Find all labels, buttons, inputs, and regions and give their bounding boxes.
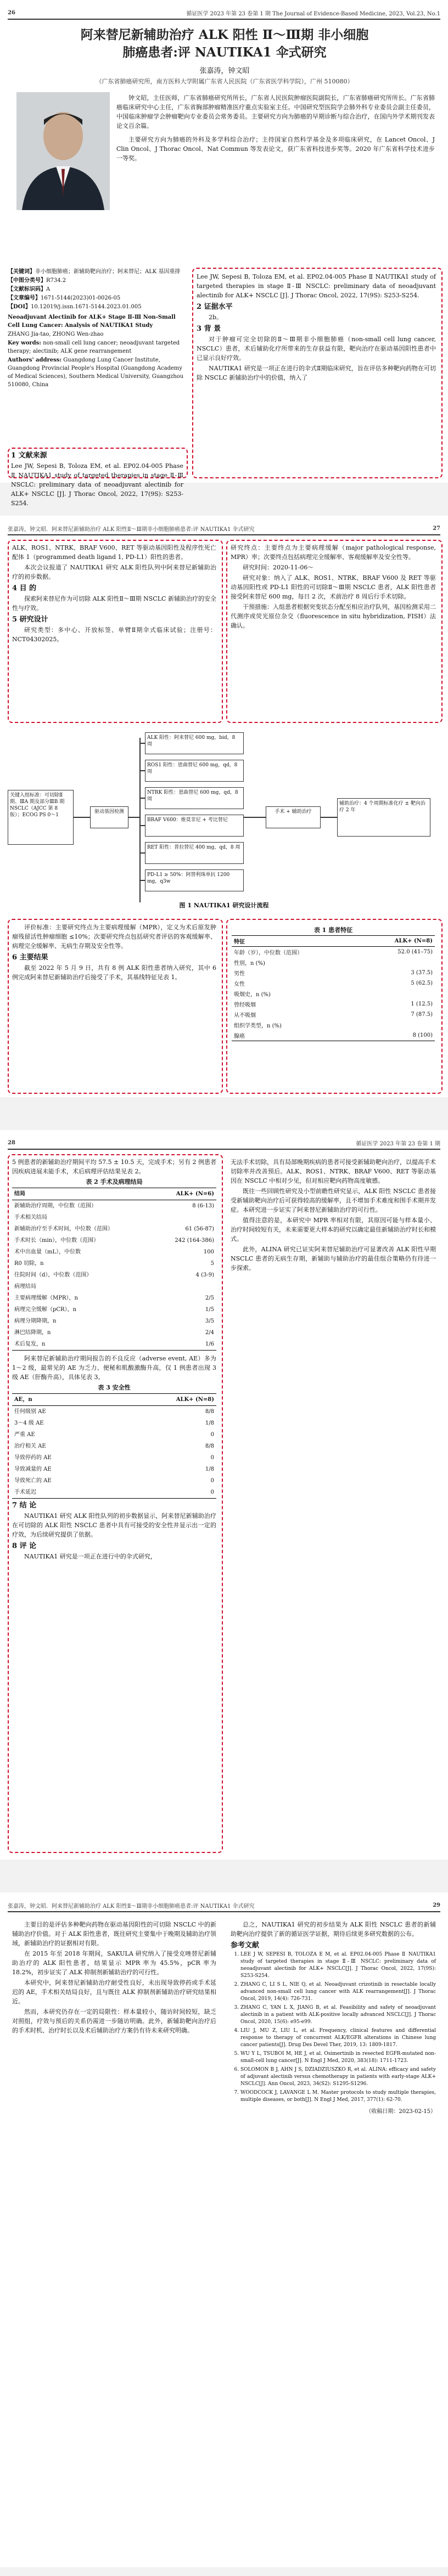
table-row (232, 968, 435, 978)
author-biography: 钟文昭，主任医师，广东省肺癌研究所所长，广东省人民医院肿瘤医院副院长，广东省肺癌研究所所长。广东省肺癌临床研究中心主任，广东省胸部肿瘤精准医疗重点实验室主任。中国研究型医院学会肺外科专业委员会副主任委员，中国临床肿瘤学会肿瘤靶向专业委员会常务委员。主要研究方向为肺癌的早期诊断与综合治疗，在国内外学术期刊发表论文百余篇。 主要研究方向为肺癌的外科及多学科综合治疗；主持国家自然科学基金及多项临床研究，在 Lancet Oncol、J Clin Oncol、J Thorac Oncol、Nat Commun 等发表论文，获广东省科技进步奖等。2020 年广东省科学技术进步一等奖。 (116, 94, 435, 162)
row-label: 手术相关结局 (14, 1214, 47, 1221)
article-authors: 张嘉涛，钟文昭 (199, 67, 250, 75)
table-row (232, 1020, 435, 1030)
row-value (155, 1212, 216, 1223)
table-3: AE，n ALK+ (N=8) 任何级别 AE 8/8 3～4 级 AE 1/8 严重 AE 0 治疗相关 AE 8/8 导致停药的 AE 0 导致减量的 AE 1/8 导致死亡的 AE 0 手术延迟 0 (12, 1393, 216, 1499)
left-column: ALK、ROS1、NTRK、BRAF V600、RET 等驱动基因阳性及程序性死亡配体 1（programmed death ligand 1, PD-L1）阳性的患者。 本次会议报道了 NAUTIKA1 研究 ALK 阳性队列中阿来替尼新辅助治疗的初步数据。 4 目 的 探索阿来替尼作为可切除 ALK 阳性Ⅱ～Ⅲ期 NSCLC 新辅助治疗的安全性与疗效。 5 研究设计 研究类型：多中心、开放标签、单臂Ⅱ期伞式临床试验；注册号：NCT04302025。 (12, 544, 216, 643)
row-value: 7 (87.5) (411, 1012, 433, 1018)
row-label: 导致停药的 AE (14, 1455, 52, 1461)
author-photo (16, 92, 110, 210)
table-row (232, 957, 435, 968)
row-label: 主要病理缓解（MPR），n (14, 1295, 78, 1301)
table-row (12, 1200, 216, 1212)
row-label: 曾经吸烟 (234, 1002, 256, 1008)
row-value: 52.0 (41–75) (397, 949, 433, 955)
table-row (12, 1452, 216, 1464)
row-label: 术后复发，n (14, 1341, 46, 1347)
reference-item: 5. WU Y L, TSUBOI M, HE J, et al. Osimertinib in resected EGFR-mutated non-small-cell lung cancer[J]. N Engl J Med, 2020, 383(18): 1711-1723. (240, 2050, 436, 2065)
row-label: 病理分期降期，n (14, 1318, 57, 1324)
row-label: 导致减量的 AE (14, 1466, 52, 1472)
row-value: 3 (37.5) (411, 970, 433, 976)
row-value: 61 (56-87) (185, 1226, 214, 1232)
row-value: 8/8 (205, 1409, 214, 1415)
row-label: 组织学类型，n (%) (234, 1023, 282, 1029)
table-row (232, 1009, 435, 1020)
table-row (232, 947, 435, 958)
row-value: 8 (100) (412, 1032, 433, 1038)
reference-item: 1. LEE J W, SEPESI B, TOLOZA E M, et al. EP02.04-005 Phase Ⅱ NAUTIKA1 study of targeted therapies in stage Ⅱ-Ⅲ NSCLC: preliminary data of neoadjuvant alectinib for ALK+ NSCLC[J]. J Thorac Oncol, 2022, 17(9S): S253-S254. (240, 1951, 436, 1980)
row-value (360, 957, 435, 968)
flow-arm-box: BRAF V600：维莫非尼 + 考比替尼 (145, 815, 244, 837)
row-value: 1/8 (205, 1466, 214, 1472)
table-row (12, 1292, 216, 1304)
table-row (232, 1030, 435, 1041)
row-value (155, 1281, 216, 1292)
page-header (8, 522, 440, 534)
right-column: 无法手术切除，具有局部晚期疾病的患者可接受新辅助靶向治疗，以提高手术切除率并改善预后。ALK、ROS1、NTRK、BRAF V600、RET 等驱动基因在 NSCLC 中相对少见，但对相应靶向药物高度敏感。 既往一些回顾性研究及小型前瞻性研究显示，ALK 阳性 NSCLC 患者接受新辅助靶向治疗后可获得较高的缓解率，且不增加手术难度和围手术期并发症。本研究进一步证实了阿来替尼新辅助治疗的可行性。 值得注意的是，本研究中 MPR 率相对有限，其原因可能与样本量小、治疗时间较短有关，未来需要更大样本的研究以确定最佳新辅助治疗时长和模式。 此外，ALINA 研究已证实阿来替尼辅助治疗可显著改善 ALK 阳性早期 NSCLC 患者的无病生存期，新辅助与辅助治疗的最佳组合策略仍有待进一步探索。 (231, 1159, 436, 1272)
row-label: 病理完全缓解（pCR），n (14, 1307, 77, 1313)
row-value: 4 (3-9) (195, 1272, 214, 1278)
row-label: 治疗相关 AE (14, 1443, 46, 1449)
row-label: 严重 AE (14, 1432, 35, 1438)
row-value: 8 (6-13) (192, 1203, 214, 1209)
references-heading: 参考文献 (231, 1941, 260, 1950)
right-column-intro: Lee JW, Sepesi B, Toloza EM, et al. EP02.04-005 Phase Ⅱ NAUTIKA1 study of targeted therapies in stage Ⅱ-Ⅲ NSCLC: preliminary data of neoadjuvant alectinib for ALK+ NSCLC [J]. J Thorac Oncol, 2022, 17(9S): S253-S254. 2 证据水平 2b。 3 背 景 对于肿瘤可完全切除的Ⅱ～Ⅲ期非小细胞肺癌（non-small cell lung cancer, NSCLC）患者，术后辅助化疗所带来的生存获益有限，靶向治疗在驱动基因阳性患者中已显示良好疗效。 NAUTIKA1 研究是一项正在进行的伞式Ⅱ期临床研究，旨在评估多种靶向药物在可切除 NSCLC 新辅助治疗中的价值，纳入了 (197, 273, 436, 381)
table-row (12, 1464, 216, 1475)
source-heading-block: 1 文献来源 Lee JW, Sepesi B, Toloza EM, et al. EP02.04-005 Phase Ⅱ NAUTIKA1 study of targeted therapies in stage Ⅱ-Ⅲ NSCLC: preliminary data of neoadjuvant alectinib for ALK+ NSCLC [J]. J Thorac Oncol, 2022, 17(9S): S253-S254. (11, 451, 183, 507)
table-row (12, 1235, 216, 1246)
flow-arm-box: RET 阳性：普拉替尼 400 mg，qd，8 周 (145, 842, 244, 864)
left-column: 主要目的是评估多种靶向药物在驱动基因阳性的可切除 NSCLC 中的新辅助治疗价值。对于 ALK 阳性患者，既往研究主要集中于晚期及辅助治疗领域，新辅助治疗的证据相对有限。 在 2015 年至 2018 年期间，SAKULA 研究纳入了接受克唑替尼新辅助治疗的 ALK 阳性患者，结果显示 MPR 率为 45.5%，pCR 率为 18.2%，初步证实了 ALK 抑制剂新辅助治疗的可行性。 本研究中，阿来替尼新辅助治疗耐受性良好，未出现导致停药或手术延迟的 AE，手术相关结局良好，且与既往 ALK 抑制剂新辅助治疗研究结果相近。 然而，本研究仍存在一定的局限性：样本量较小，随访时间较短，缺乏对照组，疗效与预后的关系仍需进一步随访明确。此外，新辅助靶向治疗后的手术时机、治疗时长以及术后辅助治疗方案仍有待未来研究明确。 (12, 1921, 216, 2034)
received-date: （收稿日期：2023-02-15） (366, 2109, 436, 2115)
row-label: 腺癌 (234, 1033, 245, 1040)
flow-arm-box: NTRK 阳性：恩曲替尼 600 mg，qd，8 周 (145, 787, 244, 809)
table-row (12, 1304, 216, 1315)
page-header (8, 1899, 440, 1911)
flow-entry-box: 关键入组标准：可切除Ⅱ期、ⅢA 期及部分ⅢB 期 NSCLC（AJCC 第 8 版）；ECOG PS 0～1 (8, 790, 74, 845)
row-value: 8/8 (205, 1443, 214, 1449)
row-value: 100 (203, 1249, 214, 1255)
row-value: 0 (210, 1455, 214, 1461)
article-title: 阿来替尼新辅助治疗 ALK 阳性 Ⅱ～Ⅲ期 非小细胞 肺癌患者:评 NAUTIKA1 伞式研究 (80, 27, 369, 60)
row-value: 2/5 (205, 1295, 214, 1301)
table-row (12, 1258, 216, 1269)
reference-item: 3. ZHANG C, YAN L X, JIANG B, et al. Feasibility and safety of neoadjuvant alectinib in a patient with ALK-positive locally advanced NSCLC[J]. J Thorac Oncol, 2020, 15(6): e95-e99. (240, 2004, 436, 2026)
flow-arm-box: ALK 阳性：阿来替尼 600 mg，bid，8 周 (145, 732, 244, 754)
table-row (12, 1487, 216, 1499)
row-label: 手术延迟 (14, 1489, 36, 1495)
table-row (12, 1475, 216, 1487)
header-rule (8, 19, 440, 20)
row-label: 术中出血量（mL），中位数 (14, 1249, 81, 1255)
table-row (12, 1429, 216, 1440)
table-row (12, 1246, 216, 1258)
table-row (12, 1281, 216, 1292)
page-number: 26 (8, 9, 15, 16)
row-label: 住院时间（d），中位数（范围） (14, 1272, 92, 1278)
flow-biomarker-box: 驱动基因检测 (90, 806, 128, 828)
table-row (12, 1269, 216, 1281)
row-label: 任何级别 AE (14, 1409, 46, 1415)
table-row (12, 1440, 216, 1452)
row-label: 新辅助治疗至手术时间，中位数（范围） (14, 1226, 113, 1232)
running-head: 循证医学 2023 年第 23 卷第 1 期 The Journal of Evidence-Based Medicine, 2023, Vol.23, No.1 (186, 10, 440, 17)
running-head: 张嘉涛，钟文昭．阿来替尼新辅助治疗 ALK 阳性Ⅱ～Ⅲ期非小细胞肺癌患者:评 NAUTIKA1 伞式研究 (8, 1903, 255, 1910)
table-row (12, 1327, 216, 1338)
row-label: R0 切除，n (14, 1261, 44, 1267)
table-row (12, 1315, 216, 1327)
table-row (12, 1223, 216, 1235)
english-title: Neoadjuvant Alectinib for ALK+ Stage Ⅱ-Ⅲ Non-Small Cell Lung Cancer: Analysis of NAUTIKA1 Study (8, 314, 176, 329)
header-rule (8, 534, 440, 535)
flow-arm-box: ROS1 阳性：恩曲替尼 600 mg，qd，8 周 (145, 760, 244, 782)
row-value: 242 (164-386) (175, 1238, 214, 1244)
study-design-figure (8, 730, 440, 911)
table-2: 结局 ALK+ (N=6) 新辅助治疗周期，中位数（范围） 8 (6-13) 手术相关结局 新辅助治疗至手术时间，中位数（范围） 61 (56-87) 手术时长（min），中位数（范围） 242 (164-386) 术中出血量（mL），中位数 100 R0 切除，n 5 住院时间（d），中位数（范围） 4 (3-9) 病理结局 主要病理缓解（MPR），n 2/5 病理完全缓解（pCR），n 1/5 病理分期降期，n 3/5 淋巴结降期，n 2/4 术后复发，n 1/6 (12, 1188, 216, 1351)
row-value (360, 1020, 435, 1030)
header-rule (8, 1911, 440, 1912)
table-row (232, 999, 435, 1009)
row-label: 男性 (234, 971, 245, 977)
table-row (12, 1406, 216, 1418)
flow-arm-box: PD-L1 ≥ 50%：阿替利珠单抗 1200 mg，q3w (145, 869, 244, 891)
row-label: 病理结局 (14, 1284, 36, 1290)
row-value: 1 (12.5) (411, 1001, 433, 1007)
journal-page-2 (0, 516, 448, 1097)
right-column: 总之，NAUTIKA1 研究的初步结果为 ALK 阳性 NSCLC 患者的新辅助靶向治疗提供了新的循证医学证据，期待后续更多研究数据的公布。 参考文献 1. LEE J W, SEPESI B, TOLOZA E M, et al. EP02.04-005 Phase Ⅱ NAUTIKA1 study of targeted therapies in stage Ⅱ-Ⅲ NSCLC: preliminary data of neoadjuvant alectinib for ALK+ NSCLC[J]. J Thorac Oncol, 2022, 17(9S): S253-S254. 2. ZHANG C, LI S L, NIE Q, et al. Neoadjuvant crizotinib in resectable locally advanced non-small cell lung cancer with ALK rearrangement[J]. J Thorac Oncol, 2019, 14(4): 726-731. 3. ZHANG C, YAN L X, JIANG B, et al. Feasibility and safety of neoadjuvant alectinib in a patient with ALK-positive locally advanced NSCLC[J]. J Thorac Oncol, 2020, 15(6): e95-e99. 4. LIU J, MU Z, LIU L, et al. Frequency, clinical features and differential response to therapy of concurrent ALK/EGFR alterations in Chinese lung cancer patients[J]. Drug Des Devel Ther, 2019, 13: 1809-1817. 5. WU Y L, TSUBOI M, HE J, et al. Osimertinib in resected EGFR-mutated non-small-cell lung cancer[J]. N Engl J Med, 2020, 383(18): 1711-1723. 6. SOLOMON B J, AHN J S, DZIADZIUSZKO R, et al. ALINA: efficacy and safety of adjuvant alectinib versus chemotherapy in patients with early-stage ALK+ NSCLC[J]. Ann Oncol, 2023, 34(S2): S1295-S1296. 7. WOODCOCK J, LAVANGE L M. Master protocols to study multiple therapies, multiple diseases, or both[J]. N Engl J Med, 2017, 377(1): 62-70. （收稿日期：2023-02-15） (231, 1920, 436, 2116)
row-value: 5 (210, 1261, 214, 1267)
table-row (232, 978, 435, 988)
flow-surgery-box: 手术 + 辅助治疗 (266, 806, 321, 828)
row-value: 0 (210, 1432, 214, 1438)
row-label: 导致死亡的 AE (14, 1478, 52, 1484)
reference-item: 7. WOODCOCK J, LAVANGE L M. Master protocols to study multiple therapies, multiple diseases, or both[J]. N Engl J Med, 2017, 377(1): 62-70. (240, 2089, 436, 2104)
row-label: 吸烟史，n (%) (234, 992, 271, 998)
right-column: 研究终点：主要终点为主要病理缓解（major pathological response, MPR）率；次要终点包括病理完全缓解率、客观缓解率及安全性等。 研究时间：2020-11-06～ 研究对象：纳入了 ALK、ROS1、NTRK、BRAF V600 及 RET 等驱动基因阳性或 PD-L1 阳性的可切除Ⅱ～Ⅲ期 NSCLC 患者，ALK 阳性患者接受阿来替尼 600 mg，每日 2 次，术前治疗 8 周后行手术切除。 干预措施：入组患者根据突变状态分配至相应治疗队列，基因检测采用二代测序或荧光原位杂交（fluorescence in situ hybridization, FISH）法确认。 (231, 544, 436, 629)
journal-page-3 (0, 1130, 448, 1860)
row-value: 2/4 (205, 1330, 214, 1336)
row-label: 性别，n (%) (234, 961, 265, 967)
running-head: 循证医学 2023 年第 23 卷第 1 期 (356, 1140, 440, 1147)
row-label: 手术时长（min），中位数（范围） (14, 1238, 99, 1244)
table-row (12, 1212, 216, 1223)
row-value: 1/5 (205, 1307, 214, 1313)
reference-item: 2. ZHANG C, LI S L, NIE Q, et al. Neoadjuvant crizotinib in resectable locally advanced non-small cell lung cancer with ALK rearrangement[J]. J Thorac Oncol, 2019, 14(4): 726-731. (240, 1981, 436, 2003)
row-label: 新辅助治疗周期，中位数（范围） (14, 1203, 97, 1209)
page-header (8, 7, 440, 19)
journal-page-1 (0, 0, 448, 507)
table-1: 表 1 患者特征 特征 ALK+ (N=8) 年龄（岁），中位数（范围） 52.0 (41–75) 性别，n (%) 男性 3 (37.5) 女性 5 (62.5) 吸烟史，n (%) 曾经吸烟 1 (12.5) 从不吸烟 7 (87.5) 组织学类型，n (%) 腺癌 8 (100) (232, 924, 435, 1041)
row-value: 0 (210, 1478, 214, 1484)
row-label: 女性 (234, 981, 245, 987)
header-rule (8, 1149, 440, 1150)
row-value: 1/6 (205, 1341, 214, 1347)
row-label: 从不吸烟 (234, 1013, 256, 1019)
figure-caption: 图 1 NAUTIKA1 研究设计流程 (179, 902, 269, 909)
left-column: 5 例患者的新辅助治疗期间平均 57.5 ± 10.5 天，完成手术；另有 2 例患者因疾病进展未能手术，术后病理评估结果见表 2。 表 2 手术及病理结局 结局 ALK+ (N=6) 新辅助治疗周期，中位数（范围） 8 (6-13) 手术相关结局 新辅助治疗至手术时间，中位数（范围） 61 (56-87) 手术时长（min），中位数（范围） 242 (164-386) 术中出血量（mL），中位数 100 R0 切除，n 5 住院时间（d），中位数（范围） 4 (3-9) 病理结局 主要病理缓解（MPR），n 2/5 病理完全缓解（pCR），n 1/5 病理分期降期，n 3/5 淋巴结降期，n 2/4 术后复发，n 1/6 阿来替尼新辅助治疗期间报告的不良反应（adverse event, AE）多为 1～2 级，最常见的 AE 为乏力、便秘和肌酸激酶升高，仅 1 例患者出现 3 级 AE（肝酶升高），具体见表 3。 表 3 安全性 AE，n ALK+ (N=8) 任何级别 AE 8/8 3～4 级 AE 1/8 严重 AE 0 治疗相关 AE 8/8 导致停药的 AE 0 导致减量的 AE 1/8 导致死亡的 AE 0 手术延迟 0 7 结 论 NAUTIKA1 研究 ALK 阳性队列的初步数据显示，阿来替尼新辅助治疗在可切除的 ALK 阳性 NSCLC 患者中具有可接受的安全性并显示出一定的疗效，为后续研究提供了依据。 8 评 论 NAUTIKA1 研究是一项正在进行中的伞式研究， (12, 1159, 216, 1560)
reference-item: 6. SOLOMON B J, AHN J S, DZIADZIUSZKO R, et al. ALINA: efficacy and safety of adjuvant alectinib versus chemotherapy in patients with early-stage ALK+ NSCLC[J]. Ann Oncol, 2023, 34(S2): S1295-S1296. (240, 2066, 436, 2088)
row-value: 1/8 (205, 1420, 214, 1426)
table-row (12, 1417, 216, 1429)
page-number: 29 (433, 1902, 440, 1908)
row-label: 淋巴结降期，n (14, 1330, 51, 1336)
references-list (231, 1951, 436, 2104)
reference-item: 4. LIU J, MU Z, LIU L, et al. Frequency, clinical features and differential response to therapy of concurrent ALK/EGFR alterations in Chinese lung cancer patients[J]. Drug Des Devel Ther, 2019, 13: 1809-1817. (240, 2027, 436, 2049)
row-value: 5 (62.5) (411, 980, 433, 986)
running-head: 张嘉涛，钟文昭．阿来替尼新辅助治疗 ALK 阳性Ⅱ～Ⅲ期非小细胞肺癌患者:评 NAUTIKA1 伞式研究 (8, 526, 255, 533)
keywords-block: 【关键词】非小细胞肺癌；新辅助靶向治疗；阿来替尼；ALK 基因重排 【中图分类号】R734.2 【文献标识码】A 【文章编号】1671-5144(2023)01-0026-05 【DOI】10.12019/j.issn.1671-5144.2023.01.005 Neoadjuvant Alectinib for ALK+ Stage Ⅱ-Ⅲ Non-Small Cell Lung Cancer: Analysis of NAUTIKA1 Study ZHANG Jia-tao, ZHONG Wen-zhao Key words: non-small cell lung cancer; neoadjuvant targeted therapy; alectinib; ALK gene rearrangement Authors' address: Guangdong Lung Cancer Institute, Guangdong Provincial People's Hospital (Guangdong Academy of Medical Sciences), Southern Medical University, Guangzhou 510080, China (8, 269, 184, 388)
flow-followup-box: 辅助治疗：4 个周期标准化疗 ± 靶向治疗 2 年 (337, 798, 430, 837)
row-label: 3～4 级 AE (14, 1420, 44, 1426)
journal-page-4 (0, 1893, 448, 2567)
table-row (12, 1338, 216, 1351)
row-value (360, 988, 435, 999)
article-affiliation: （广东省肺癌研究所，南方医科大学附属广东省人民医院（广东省医学科学院），广州 510080） (96, 78, 354, 85)
row-value: 3/5 (205, 1318, 214, 1324)
table-row (232, 988, 435, 999)
left-column-lower: 评价标准：主要研究终点为主要病理缓解（MPR），定义为术后原发肿瘤残留活性肿瘤细胞 ≤10%；次要研究终点包括研究者评估的客观缓解率、病理完全缓解率、无病生存期及安全性等。 6 主要结果 截至 2022 年 5 月 9 日，共有 8 例 ALK 阳性患者纳入研究，其中 6 例完成阿来替尼新辅助治疗后接受了手术，其基线特征见表 1。 (12, 924, 216, 981)
row-label: 年龄（岁），中位数（范围） (234, 950, 303, 956)
page-header (8, 1137, 440, 1149)
page-number: 28 (8, 1139, 15, 1146)
row-value: 0 (210, 1489, 214, 1495)
page-number: 27 (433, 525, 440, 532)
